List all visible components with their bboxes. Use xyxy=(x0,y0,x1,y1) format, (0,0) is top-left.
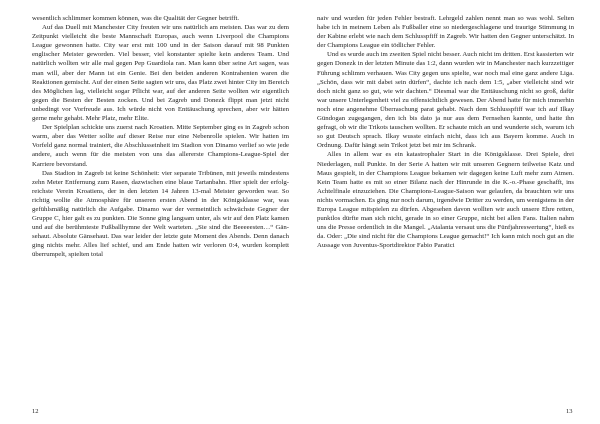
right-paragraph-3: Alles in allem war es ein katastrophaler Start in die Königsklasse. Drei Spiele, drei Niederlagen, null Punkte. In der Serie A hatten wir mit unseren Gegnern teilweise Katz und Maus gespielt, in der Champions League bekamen wir dagegen keine Luft mehr zum Atmen. Kein Team hatte es mit so einer Bilanz nach der Hinrunde in die K.-o.-Phase geschafft, ins Achtelfinale einzuziehen. Die Champions-League-Saison war gelaufen, da brauchten wir uns nichts vormachen. Es ging nur noch darum, irgendwie Dritter zu werden, um wenigstens in der Europa League mitspielen zu dürfen. Abgesehen davon wollten wir auch unsere Ehre retten, punktlos dürfte man sich nicht, gerade in so einer Gruppe, nicht bei allen Fans. Italien nahm uns die Presse ordentlich in die Mangel. „Atalanta versaut uns die Fünfjahreswertung“, hieß es da. Oder: „Die sind nicht für die Champions League gemacht!“ Ich kann mich noch gut an die Aussage von Juventus-Sportdirektor Fabio Paratici xyxy=(317,151,574,250)
right-page-number: 13 xyxy=(566,408,573,415)
right-page xyxy=(317,14,574,410)
left-paragraph-1: wesentlich schlimmer kommen können, was die Qualität der Gegner betrifft. xyxy=(32,15,240,22)
right-paragraph-2: Und es wurde auch im zweiten Spiel nicht besser. Auch nicht im dritten. Erst kassierten wir gegen Donezk in der letzten Minute das 1:2, dann wurden wir in Manchester nach kurzzeitiger Führung schlimm verhauen. Was City gegen uns spielte, war noch mal eine ganz andere Liga. „Schön, dass wir mit dabei sein dürfen“, dachte ich nach dem 1:5, „aber vielleicht sind wir doch nicht ganz so gut, wie wir dachten.“ Diesmal war die Enttäuschung nicht so groß, dafür war unsere Unterlegenheit viel zu offensichtlich gewesen. Der Abend hatte für mich immerhin noch eine angenehme Überraschung parat gehabt. Nach dem Schlusspfiff war ich auf Ilkay Gündogan zugegangen, den ich bis dato ja nur aus dem Fernsehen kannte, und hatte ihn gefragt, ob wir die Trikots tauschen wollten. Er schaute mich an und wunderte sich, warum ich so gut Deutsch sprach. Ilkay wusste einfach nicht, dass ich aus Bayern komme. Auch in Ordnung. Dafür hängt sein Trikot jetzt bei mir im Schrank. xyxy=(317,51,574,150)
left-page xyxy=(32,14,289,410)
right-paragraph-1: naiv und wurden für jeden Fehler bestraft. Lehrgeld zahlen nennt man so was wohl. Selten habe ich in meinem Leben als Fußballer eine so niedergeschlagene und traurige Stimmung in der Kabine erlebt wie nach dem Schlusspfiff in Zagreb. Wir hatten den Gegner unterschätzt. In der Champions League ein tödlicher Fehler. xyxy=(317,15,574,50)
left-paragraph-2: Auf das Duell mit Manchester City freuten wir uns natürlich am meisten. Das war zu dem Zeitpunkt vielleicht die beste Mannschaft Europas, auch wenn Liverpool die Champions League gewonnen hatte. City war erst mit 100 und in der Saison darauf mit 98 Punkten englischer Meister geworden. Viel besser, viel konstanter spielte kein anderes Team. Und natürlich wollten wir alle mal gegen Pep Guardiola ran. Man kann über seine Art sagen, was man will, aber der Mann ist ein Genie. Bei den beiden anderen Kontrahenten waren die Reaktionen gemischt. Auf der einen Seite sagten wir uns, das Platz zwei hinter City im Bereich des Möglichen lag, vielleicht sogar Pflicht war, auf der anderen Seite wollten wir eigentlich gegen die Besten der Besten zocken. Und bei Zagreb und Donezk flippt man jetzt nicht unbedingt vor Vorfreude aus. Ich würde nicht von Enttäuschung sprechen, aber wir hätten gerne mehr gehabt. Mehr Platz, mehr Elite. xyxy=(32,24,289,123)
left-paragraph-3: Der Spielplan schickte uns zuerst nach Kroatien. Mitte September ging es in Zagreb schon warm, aber das Wetter sollte auf dieser Reise nur eine Nebenrolle spielen. Wir hatten im Vorfeld ganz normal trainiert, die Abschlusseinheit im Stadion von Dinamo verlief so wie jede andere, auch wenn für die meisten von uns das allererste Champions-League-Spiel der Karriere bevorstand. xyxy=(32,124,289,168)
left-page-number: 12 xyxy=(32,408,39,415)
left-paragraph-4: Das Stadion in Zagreb ist keine Schönheit: vier separate Tribünen, mit jeweils mindestens zehn Meter Entfernung zum Rasen, dazwischen eine blaue Tartanbahn. Hier spielt der erfolgreichste Verein Kroatiens, der in den letzten 14 Jahren 13-mal Meister geworden war. So richtig wollte die Atmosphäre für unseren ersten Abend in der Königsklasse war, was gefühlsmäßig natürlich die Aufgabe. Dinamo war der vermeintlich schwächste Gegner der Gruppe C, hier galt es zu punkten. Die Sonne ging langsam unter, als wir auf den Platz kamen und auf die berühmteste Fußballhymne der Welt warteten. „Sie sind die Beeeeesten…“ Gänsehaut. Absolute Gänsehaut. Das war leider der letzte gute Moment des Abends. Denn danach ging nichts mehr. Alles lief schief, und am Ende hatten wir verloren 0:4, wurden komplett überrumpelt, spielten total xyxy=(32,169,289,259)
